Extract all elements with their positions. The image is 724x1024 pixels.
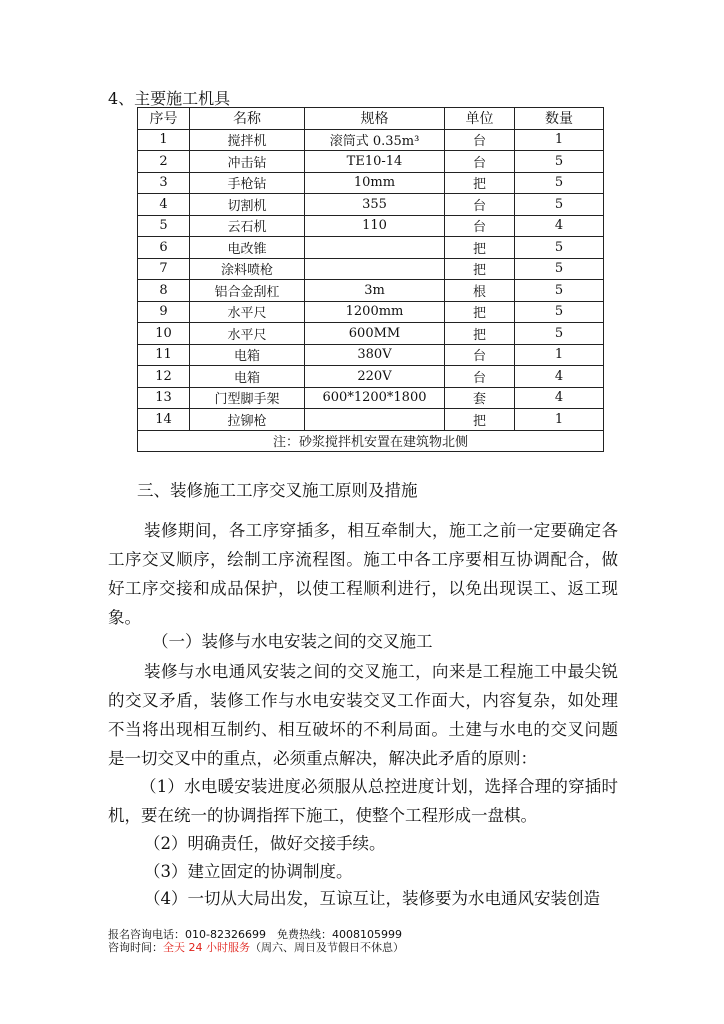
cell-quantity: 5 bbox=[515, 237, 604, 259]
cell-name: 电改锥 bbox=[190, 237, 305, 259]
cell-index: 6 bbox=[138, 237, 190, 259]
cell-index: 7 bbox=[138, 258, 190, 280]
cell-unit: 把 bbox=[445, 237, 515, 259]
cell-index: 11 bbox=[138, 344, 190, 366]
cell-quantity: 5 bbox=[515, 323, 604, 345]
cell-quantity: 5 bbox=[515, 258, 604, 280]
cell-spec: 10mm bbox=[305, 172, 445, 194]
table-row bbox=[138, 258, 604, 280]
cell-quantity: 5 bbox=[515, 194, 604, 216]
cell-spec: 220V bbox=[305, 366, 445, 388]
cell-unit: 套 bbox=[445, 387, 515, 409]
section-heading-tools: 4、主要施工机具 bbox=[108, 89, 231, 108]
footer-hours-suffix: （周六、周日及节假日不休息） bbox=[250, 941, 404, 954]
table-header-row bbox=[138, 108, 604, 130]
cell-unit: 台 bbox=[445, 151, 515, 173]
cell-index: 12 bbox=[138, 366, 190, 388]
cell-quantity: 5 bbox=[515, 172, 604, 194]
cell-spec bbox=[305, 258, 445, 280]
cell-index: 10 bbox=[138, 323, 190, 345]
cell-spec: 3m bbox=[305, 280, 445, 302]
table-row bbox=[138, 366, 604, 388]
cell-name: 门型脚手架 bbox=[190, 387, 305, 409]
cell-index: 3 bbox=[138, 172, 190, 194]
cell-name: 涂料喷枪 bbox=[190, 258, 305, 280]
cell-quantity: 1 bbox=[515, 409, 604, 431]
table-note-row bbox=[138, 430, 604, 452]
cell-name: 水平尺 bbox=[190, 301, 305, 323]
paragraph-cross-conflict: 装修与水电通风安装之间的交叉施工，向来是工程施工中最尖锐的交叉矛盾，装修工作与水电安装交叉工作面大，内容复杂，如处理不当将出现相互制约、相互破坏的不利局面。土建与水电的交叉问题是一切交叉中的重点，必须重点解决，解决此矛盾的原则： bbox=[108, 662, 618, 768]
cell-index: 4 bbox=[138, 194, 190, 216]
cell-unit: 把 bbox=[445, 172, 515, 194]
cell-name: 电箱 bbox=[190, 344, 305, 366]
cell-spec: 355 bbox=[305, 194, 445, 216]
table-row bbox=[138, 129, 604, 151]
cell-unit: 台 bbox=[445, 129, 515, 151]
cell-quantity: 4 bbox=[515, 215, 604, 237]
cell-spec: 600MM bbox=[305, 323, 445, 345]
cell-name: 冲击钻 bbox=[190, 151, 305, 173]
header-quantity: 数量 bbox=[515, 108, 604, 130]
cell-unit: 把 bbox=[445, 301, 515, 323]
table-row bbox=[138, 194, 604, 216]
cell-name: 电箱 bbox=[190, 366, 305, 388]
cell-unit: 根 bbox=[445, 280, 515, 302]
paragraph-intro: 装修期间，各工序穿插多，相互牵制大，施工之前一定要确定各工序交叉顺序，绘制工序流程图。施工中各工序要相互协调配合，做好工序交接和成品保护，以使工程顺利进行，以免出现误工、返工现象。 bbox=[108, 521, 618, 627]
cell-quantity: 5 bbox=[515, 280, 604, 302]
cell-spec: 380V bbox=[305, 344, 445, 366]
cell-spec: 600*1200*1800 bbox=[305, 387, 445, 409]
cell-spec bbox=[305, 237, 445, 259]
cell-unit: 台 bbox=[445, 344, 515, 366]
cell-quantity: 5 bbox=[515, 301, 604, 323]
cell-quantity: 1 bbox=[515, 344, 604, 366]
cell-index: 8 bbox=[138, 280, 190, 302]
cell-spec bbox=[305, 409, 445, 431]
cell-index: 5 bbox=[138, 215, 190, 237]
cell-name: 云石机 bbox=[190, 215, 305, 237]
principle-item-2: （2）明确责任，做好交接手续。 bbox=[144, 834, 386, 853]
principle-item-3: （3）建立固定的协调制度。 bbox=[144, 862, 353, 881]
cell-index: 2 bbox=[138, 151, 190, 173]
cell-unit: 把 bbox=[445, 258, 515, 280]
cell-spec: 1200mm bbox=[305, 301, 445, 323]
table-row bbox=[138, 409, 604, 431]
header-index: 序号 bbox=[138, 108, 190, 130]
principle-item-4: （4）一切从大局出发，互谅互让，装修要为水电通风安装创造 bbox=[144, 889, 600, 908]
cell-index: 14 bbox=[138, 409, 190, 431]
cell-unit: 把 bbox=[445, 323, 515, 345]
table-note: 注：砂浆搅拌机安置在建筑物北侧 bbox=[138, 430, 604, 452]
header-spec: 规格 bbox=[305, 108, 445, 130]
footer-hours bbox=[108, 939, 404, 955]
cell-name: 切割机 bbox=[190, 194, 305, 216]
cell-quantity: 1 bbox=[515, 129, 604, 151]
header-name: 名称 bbox=[190, 108, 305, 130]
cell-quantity: 5 bbox=[515, 151, 604, 173]
table-row bbox=[138, 151, 604, 173]
footer-contact: 报名咨询电话：010-82326699 免费热线：4008105999 bbox=[108, 928, 402, 941]
table-row bbox=[138, 215, 604, 237]
principle-item-1: （1）水电暖安装进度必须服从总控进度计划，选择合理的穿插时机，要在统一的协调指挥下施工，使整个工程形成一盘棋。 bbox=[108, 777, 618, 825]
cell-spec: 110 bbox=[305, 215, 445, 237]
table-row bbox=[138, 323, 604, 345]
cell-name: 拉铆枪 bbox=[190, 409, 305, 431]
table-row bbox=[138, 280, 604, 302]
chapter-heading: 三、装修施工工序交叉施工原则及措施 bbox=[137, 481, 418, 500]
table-row bbox=[138, 344, 604, 366]
cell-index: 13 bbox=[138, 387, 190, 409]
cell-name: 搅拌机 bbox=[190, 129, 305, 151]
subheading-cross-construction: （一）装修与水电安装之间的交叉施工 bbox=[152, 632, 433, 651]
cell-index: 1 bbox=[138, 129, 190, 151]
header-unit: 单位 bbox=[445, 108, 515, 130]
table-row bbox=[138, 387, 604, 409]
cell-unit: 台 bbox=[445, 215, 515, 237]
footer-hours-prefix: 咨询时间： bbox=[108, 941, 163, 954]
cell-spec: 滚筒式 0.35m³ bbox=[305, 129, 445, 151]
cell-name: 手枪钻 bbox=[190, 172, 305, 194]
table-row bbox=[138, 301, 604, 323]
cell-name: 铝合金刮杠 bbox=[190, 280, 305, 302]
tools-table bbox=[137, 107, 604, 452]
footer-hours-highlight: 全天 24 小时服务 bbox=[163, 941, 250, 954]
cell-quantity: 4 bbox=[515, 366, 604, 388]
cell-spec: TE10-14 bbox=[305, 151, 445, 173]
cell-index: 9 bbox=[138, 301, 190, 323]
cell-unit: 台 bbox=[445, 366, 515, 388]
table-row bbox=[138, 172, 604, 194]
cell-name: 水平尺 bbox=[190, 323, 305, 345]
table-row bbox=[138, 237, 604, 259]
cell-quantity: 4 bbox=[515, 387, 604, 409]
cell-unit: 台 bbox=[445, 194, 515, 216]
cell-unit: 把 bbox=[445, 409, 515, 431]
